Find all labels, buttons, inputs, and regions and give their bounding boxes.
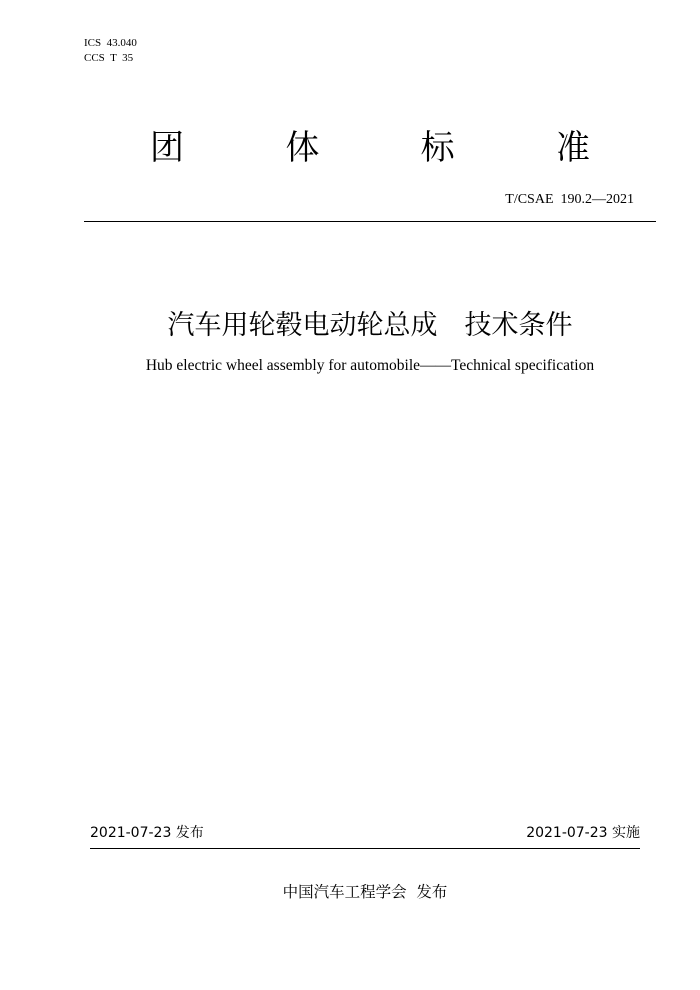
bottom-divider [90,848,640,849]
issue-date: 2021-07-23 发布 [90,825,204,841]
publisher: 中国汽车工程学会 发布 [282,883,448,901]
standard-type-char: 团 [150,128,184,168]
english-title: Hub electric wheel assembly for automobile——Technical specification [145,357,595,374]
standard-type-char: 标 [420,128,455,168]
standard-code: T/CSAE 190.2—2021 [505,192,634,207]
ccs-code: CCS T 35 [84,52,134,64]
top-divider [84,221,656,222]
standard-type-char: 体 [285,128,320,168]
implementation-date: 2021-07-23 实施 [526,825,640,841]
ics-code: ICS 43.040 [84,37,137,49]
chinese-title: 汽车用轮毂电动轮总成 技术条件 [167,310,573,341]
standard-type-title [150,128,590,168]
classification-codes [84,36,137,66]
standard-type-char: 准 [555,128,590,168]
